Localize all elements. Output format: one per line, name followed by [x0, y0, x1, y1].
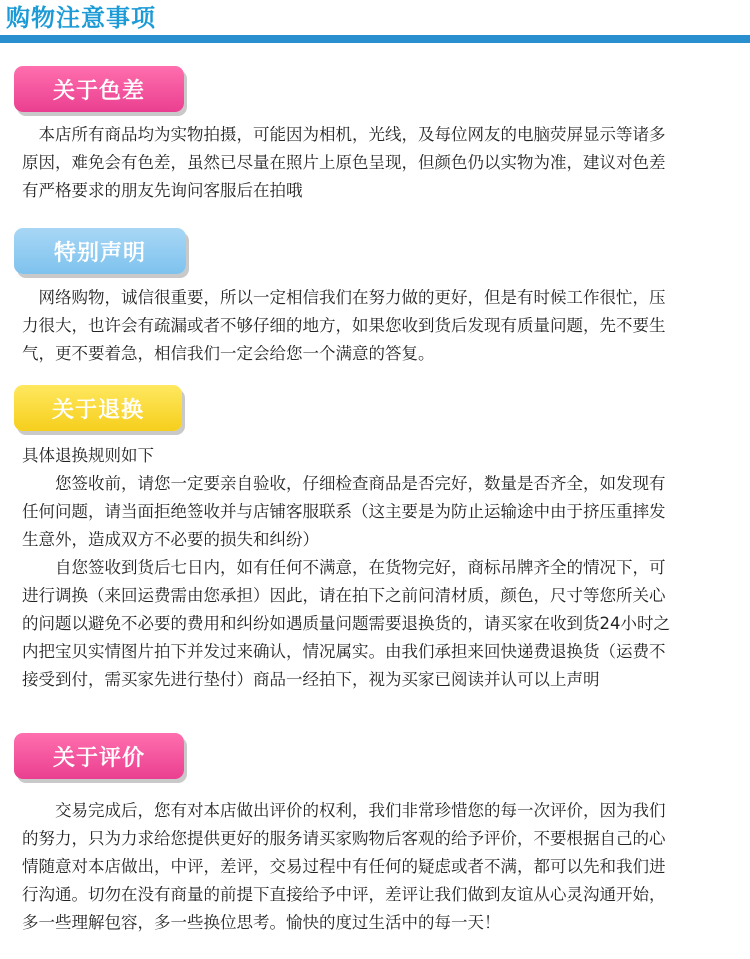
page-title: 购物注意事项 [6, 4, 156, 32]
text-line: 有严格要求的朋友先询问客服后在拍哦 [22, 181, 303, 200]
text-line: 进行调换（来回运费需由您承担）因此，请在拍下之前问清材质，颜色，尺寸等您所关心 [22, 586, 666, 605]
text-line: 您签收前，请您一定要亲自验收，仔细检查商品是否完好，数量是否齐全，如发现有 [22, 474, 666, 493]
text-line: 具体退换规则如下 [22, 446, 154, 465]
text-line: 任何问题，请当面拒绝签收并与店铺客服联系（这主要是为防止运输途中由于挤压重摔发 [22, 502, 666, 521]
text-line: 行沟通。切勿在没有商量的前提下直接给予中评，差评让我们做到友谊从心灵沟通开始， [22, 885, 666, 904]
text-line: 接受到付，需买家先进行垫付）商品一经拍下，视为买家已阅读并认可以上声明 [22, 670, 600, 689]
text-line: 的努力，只为力求给您提供更好的服务请买家购物后客观的给予评价，不要根据自己的心 [22, 829, 666, 848]
section-badge-color-difference: 关于色差 [14, 66, 184, 112]
text-line: 交易完成后，您有对本店做出评价的权利，我们非常珍惜您的每一次评价，因为我们 [22, 801, 666, 820]
text-line: 生意外，造成双方不必要的损失和纠纷） [22, 530, 319, 549]
text-line: 网络购物，诚信很重要，所以一定相信我们在努力做的更好，但是有时候工作很忙，压 [22, 288, 666, 307]
section-badge-special-statement: 特别声明 [14, 228, 186, 274]
text-line: 本店所有商品均为实物拍摄，可能因为相机，光线，及每位网友的电脑荧屏显示等诸多 [22, 125, 666, 144]
section-text-special-statement [22, 284, 734, 368]
text-line: 多一些理解包容，多一些换位思考。愉快的度过生活中的每一天！ [22, 913, 501, 932]
section-text-color-difference [22, 121, 734, 205]
text-line: 力很大，也许会有疏漏或者不够仔细的地方，如果您收到货后发现有质量问题，先不要生 [22, 316, 666, 335]
text-line: 原因，难免会有色差，虽然已尽量在照片上原色呈现，但颜色仍以实物为准，建议对色差 [22, 153, 666, 172]
header-divider-bar [0, 35, 750, 43]
text-line: 的问题以避免不必要的费用和纠纷如遇质量问题需要退换货的，请买家在收到货24小时之 [22, 614, 670, 633]
text-line: 自您签收到货后七日内，如有任何不满意，在货物完好，商标吊牌齐全的情况下，可 [22, 558, 666, 577]
section-badge-reviews: 关于评价 [14, 733, 184, 779]
text-line: 内把宝贝实情图片拍下并发过来确认，情况属实。由我们承担来回快递费退换货（运费不 [22, 642, 666, 661]
text-line: 气，更不要着急，相信我们一定会给您一个满意的答复。 [22, 344, 435, 363]
page-header [0, 0, 750, 44]
section-badge-returns: 关于退换 [14, 385, 182, 431]
text-line: 情随意对本店做出，中评，差评，交易过程中有任何的疑虑或者不满，都可以先和我们进 [22, 857, 666, 876]
section-text-reviews [22, 797, 734, 937]
section-text-returns [22, 442, 734, 694]
